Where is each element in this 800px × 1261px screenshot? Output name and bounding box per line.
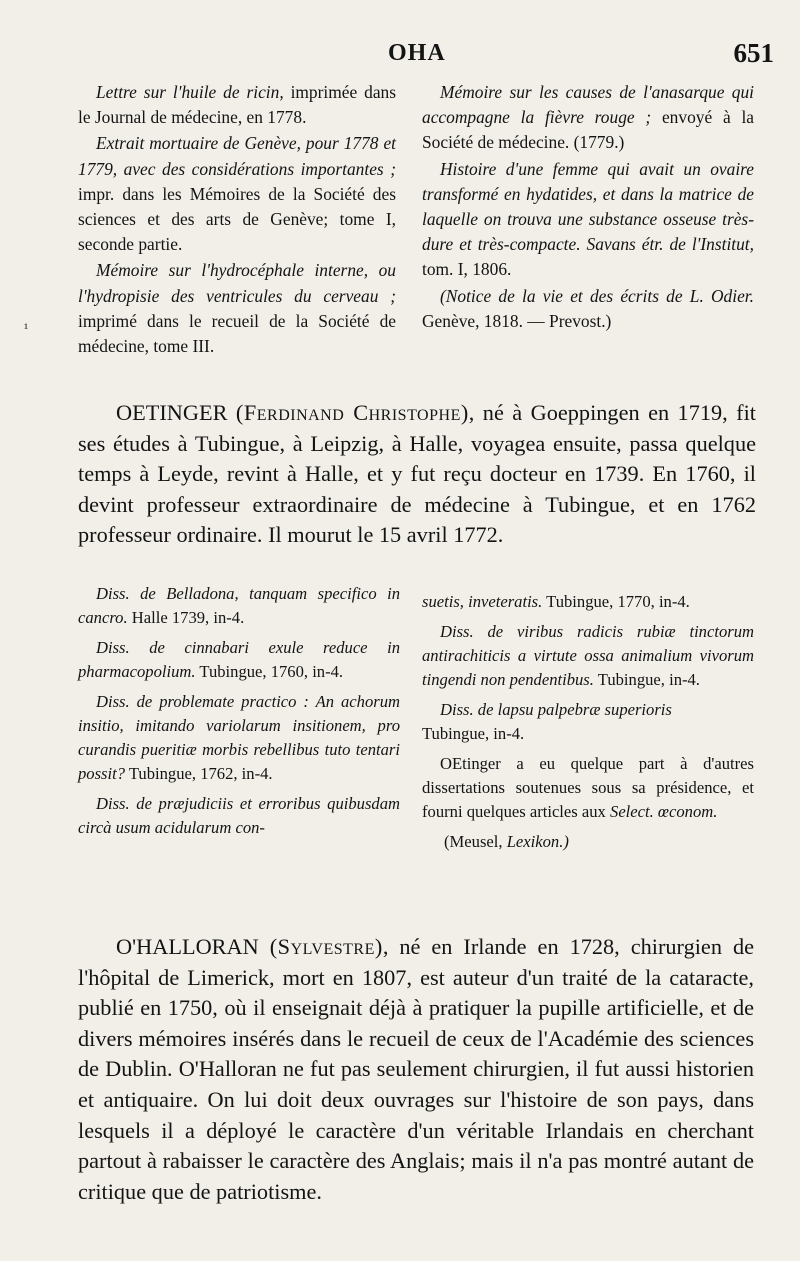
entry-forenames: (Ferdinand Christophe) xyxy=(235,400,469,425)
entry-ohalloran xyxy=(78,932,754,1207)
header-title: OHA xyxy=(388,40,446,66)
bibliography-item: Diss. de viribus radicis rubiæ tinctorum antirachiticis a virtute ossa animalium vivorum tingendi non pendentibus. Tubingue, in-4. xyxy=(422,622,754,689)
entry-text: , né en Irlande en 1728, chirurgien de l'hôpital de Limerick, mort en 1807, est auteur d'un traité de la cataracte, publié en 1750, où il enseignait déjà à pratiquer la pupille artificielle, et de divers mémoires insérés dans le recueil de ceux de l'Académie des sciences de Dublin. O'Halloran ne fut pas seulement chirurgien, il fut aussi historien et antiquaire. On lui doit deux ouvrages sur l'histoire de son pays, dans lesquels il a déployé le caractère d'un véritable Irlandais en cherchant partout à rabaisser le caractère des Anglais; mais il n'a pas montré autant de critique que de patriotisme. xyxy=(78,934,754,1204)
margin-mark: ¹ xyxy=(24,322,29,337)
entry-text: , né à Goeppingen en 1719, fit ses études à Tubingue, à Leipzig, à Halle, voyagea ensuite, passa quelque temps à Leyde, revint à Halle, et y fut reçu docteur en 1739. En 1760, il devint professeur extraordinaire de médecine à Tubingue, et en 1762 professeur ordinaire. Il mourut le 15 avril 1772. xyxy=(78,400,756,548)
bottom-left-column xyxy=(78,582,400,846)
entry-name: O'HALLORAN xyxy=(116,934,259,959)
bibliography-item: suetis, inveteratis. Tubingue, 1770, in-4. xyxy=(422,592,690,611)
entry-name: OETINGER xyxy=(116,400,228,425)
bibliography-item: Histoire d'une femme qui avait un ovaire transformé en hydatides, et dans la matrice de laquelle on trouva une substance osseuse très-dure et très-compacte. Savans étr. de l'Institut, tom. I, 1806. xyxy=(422,158,754,280)
bibliography-item: Diss. de cinnabari exule reduce in pharmacopolium. Tubingue, 1760, in-4. xyxy=(78,638,400,681)
bibliography-item: Diss. de præjudiciis et erroribus quibusdam circà usum acidularum con- xyxy=(78,794,400,837)
running-header xyxy=(0,38,800,78)
bibliography-item: Mémoire sur l'hydrocéphale interne, ou l'hydropisie des ventricules du cerveau ; imprimé dans le recueil de la Société de médecine, tome III. xyxy=(78,260,396,357)
top-left-column xyxy=(78,80,396,360)
source-note: (Notice de la vie et des écrits de L. Odier. Genève, 1818. — Prevost.) xyxy=(422,285,754,331)
entry-oetinger xyxy=(78,398,756,551)
bottom-right-column xyxy=(422,590,754,860)
bibliography-item: Diss. de Belladona, tanquam specifico in cancro. Halle 1739, in-4. xyxy=(78,584,400,627)
top-right-column xyxy=(422,80,754,335)
bibliography-item: Extrait mortuaire de Genève, pour 1778 et 1779, avec des considérations importantes ; impr. dans les Mémoires de la Société des sciences et des arts de Genève; tome I, seconde partie. xyxy=(78,133,396,255)
bibliography-item: Lettre sur l'huile de ricin, imprimée dans le Journal de médecine, en 1778. xyxy=(78,82,396,128)
page-number: 651 xyxy=(733,38,774,68)
source-note: (Meusel, Lexikon.) xyxy=(444,832,569,851)
entry-forenames: (Sylvestre) xyxy=(269,934,383,959)
bibliography-item: Mémoire sur les causes de l'anasarque qui accompagne la fièvre rouge ; envoyé à la Société de médecine. (1779.) xyxy=(422,82,755,153)
bibliography-item: Diss. de lapsu palpebræ superioris Tubingue, in-4. xyxy=(422,700,672,743)
entry-note: OEtinger a eu quelque part à d'autres dissertations soutenues sous sa présidence, et fourni quelques articles aux Select. œconom. xyxy=(422,754,754,821)
bibliography-item: Diss. de problemate practico : An achorum insitio, imitando variolarum insitionem, pro curandis pueritiæ morbis rebellibus tuto tentari possit? Tubingue, 1762, in-4. xyxy=(78,692,400,783)
